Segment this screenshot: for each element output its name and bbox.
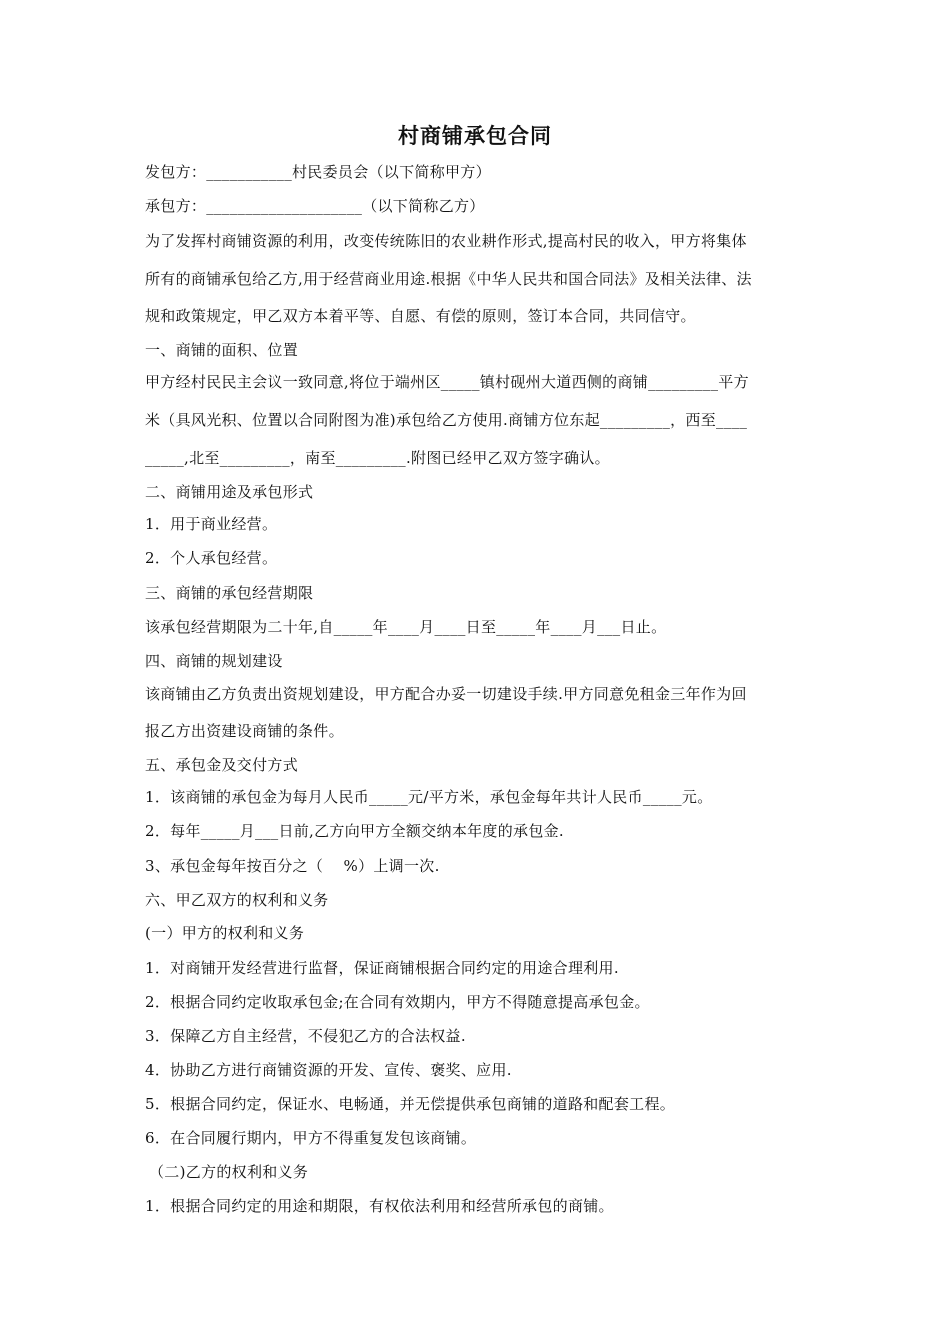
- list-item: 1．根据合同约定的用途和期限，有权依法利用和经营所承包的商铺。: [145, 1197, 614, 1215]
- list-item: 5．根据合同约定，保证水、电畅通，并无偿提供承包商铺的道路和配套工程。: [145, 1095, 676, 1113]
- list-item: 1．对商铺开发经营进行监督，保证商铺根据合同约定的用途合理利用.: [145, 959, 619, 977]
- document-title: 村商铺承包合同: [398, 124, 552, 148]
- section-heading: 六、甲乙双方的权利和义务: [145, 891, 329, 909]
- contract-party-a-line: 发包方：___________村民委员会（以下简称甲方）: [145, 163, 491, 181]
- subsection-heading: （二)乙方的权利和义务: [149, 1163, 309, 1181]
- list-item: 2．个人承包经营。: [145, 549, 278, 567]
- paragraph-line: 甲方经村民民主会议一致同意,将位于端州区_____镇村砚州大道西侧的商铺_________平方: [145, 373, 749, 391]
- list-item: 6．在合同履行期内，甲方不得重复发包该商铺。: [145, 1129, 477, 1147]
- section-heading: 四、商铺的规划建设: [145, 652, 283, 670]
- list-item: 3、承包金每年按百分之（ %）上调一次.: [145, 857, 440, 875]
- paragraph-line: _____,北至_________，南至_________.附图已经甲乙双方签字确认。: [145, 449, 610, 467]
- intro-paragraph-line: 所有的商铺承包给乙方,用于经营商业用途.根据《中华人民共和国合同法》及相关法律、法: [145, 270, 752, 288]
- paragraph-line: 米（具风光积、位置以合同附图为准)承包给乙方使用.商铺方位东起_________，西至____: [145, 411, 748, 429]
- list-item: 3．保障乙方自主经营，不侵犯乙方的合法权益.: [145, 1027, 466, 1045]
- paragraph-line: 该商铺由乙方负责出资规划建设，甲方配合办妥一切建设手续.甲方同意免租金三年作为回: [145, 685, 747, 703]
- section-heading: 一、商铺的面积、位置: [145, 341, 299, 359]
- intro-paragraph-line: 规和政策规定，甲乙双方本着平等、自愿、有偿的原则，签订本合同，共同信守。: [145, 307, 696, 325]
- subsection-heading: (一）甲方的权利和义务: [145, 924, 305, 942]
- list-item: 1．该商铺的承包金为每月人民币_____元/平方米，承包金每年共计人民币_____元。: [145, 788, 713, 806]
- section-heading: 五、承包金及交付方式: [145, 756, 299, 774]
- section-heading: 三、商铺的承包经营期限: [145, 584, 314, 602]
- paragraph-line: 报乙方出资建设商铺的条件。: [145, 722, 344, 740]
- intro-paragraph-line: 为了发挥村商铺资源的利用，改变传统陈旧的农业耕作形式,提高村民的收入，甲方将集体: [145, 232, 747, 250]
- list-item: 2．每年_____月___日前,乙方向甲方全额交纳本年度的承包金.: [145, 822, 564, 840]
- list-item: 4．协助乙方进行商铺资源的开发、宣传、褒奖、应用.: [145, 1061, 512, 1079]
- list-item: 1．用于商业经营。: [145, 515, 278, 533]
- section-heading: 二、商铺用途及承包形式: [145, 483, 314, 501]
- list-item: 2．根据合同约定收取承包金;在合同有效期内，甲方不得随意提高承包金。: [145, 993, 650, 1011]
- paragraph-line: 该承包经营期限为二十年,自_____年____月____日至_____年____月___日止。: [145, 618, 667, 636]
- contract-party-b-line: 承包方：____________________（以下简称乙方）: [145, 197, 485, 215]
